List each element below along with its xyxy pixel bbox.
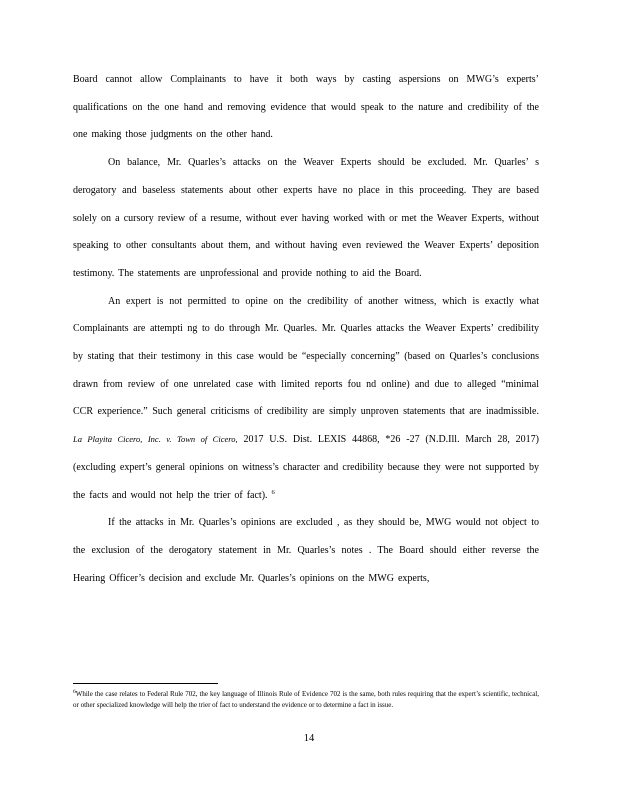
- paragraph-text: Board cannot allow Complainants to have it both ways by casting aspersions on MWG’s experts’ qualifications on the one hand and removing evidence that would speak to the nature and credibility of the one making those judgments on the other hand.: [73, 74, 539, 141]
- body-paragraph: [73, 288, 539, 510]
- footnote: [73, 689, 539, 711]
- paragraph-text: If the attacks in Mr. Quarles’s opinions are excluded , as they should be, MWG would not object to the exclusion of the derogatory statement in Mr. Quarles’s notes . The Board should either reverse the Hearing Officer’s decision and exclude Mr. Quarles’s opinions on the MWG experts,: [73, 517, 539, 584]
- body-text: [73, 66, 539, 592]
- footnote-reference: 6: [271, 488, 275, 496]
- paragraph-text: An expert is not permitted to opine on the credibility of another witness, which is exactly what Complainants are attempti ng to do through Mr. Quarles. Mr. Quarles attacks the Weaver Experts’ credibility by stating that their testimony in this case would be “especially concerning” (based on Quarles’s conclusions drawn from review of one unrelated case with limited reports fou nd online) and due to alleged “minimal CCR experience.” Such general criticisms of credibility are simply unproven statements that are inadmissible.: [73, 295, 539, 418]
- body-paragraph: [73, 149, 539, 288]
- footnote-text: While the case relates to Federal Rule 702, the key language of Illinois Rule of Evidence 702 is the same, both rules requiring that the expert’s scientific, technical, or other specialized knowledge will help the trier of fact to understand the evidence or to determine a fact in issue.: [73, 690, 539, 709]
- page-number: 14: [303, 733, 315, 744]
- footnote-separator: [73, 683, 218, 684]
- paragraph-text: 2017 U.S. Dist. LEXIS 44868, *26 -27 (N.D.Ill. March 28, 2017) (excluding expert’s general opinions on witness’s character and credibility because they were not supported by the facts and would not help the trier of fact).: [73, 434, 539, 501]
- paragraph-text: On balance, Mr. Quarles’s attacks on the Weaver Experts should be excluded. Mr. Quarles’ s derogatory and baseless statements about other experts have no place in this proceeding. They are based solely on a cursory review of a resume, without ever having worked with or met the Weaver Experts, without speaking to other consultants about them, and without having even reviewed the Weaver Experts’ deposition testimony. The statements are unprofessional and provide nothing to aid the Board.: [73, 157, 539, 279]
- case-citation: La Playita Cicero, Inc. v. Town of Cicero,: [73, 434, 238, 445]
- body-paragraph: [73, 509, 539, 592]
- footnote-marker: 6: [73, 689, 76, 695]
- body-paragraph: [73, 66, 539, 149]
